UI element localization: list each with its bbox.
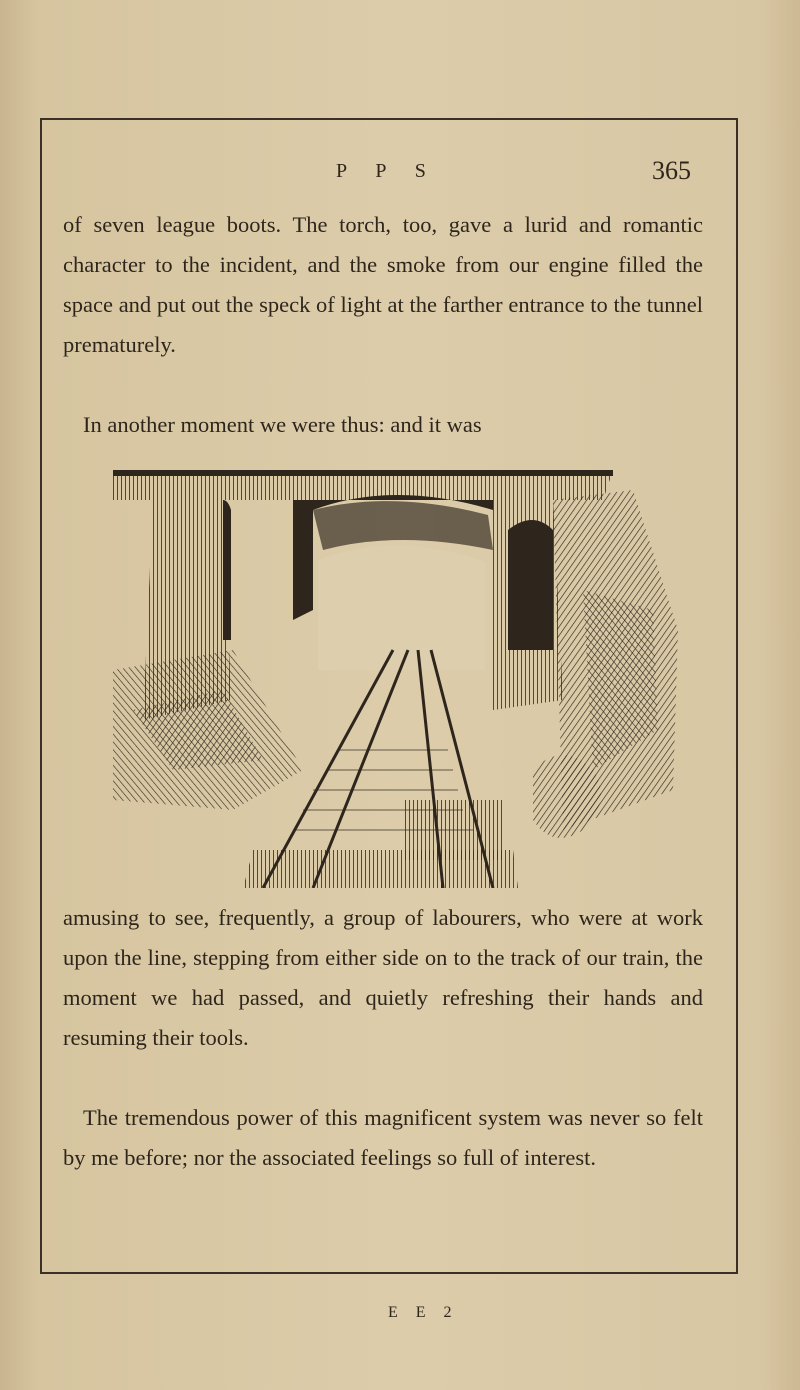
paragraph-1: of seven league boots. The torch, too, gave a lurid and romantic character to the incident, and the smoke from our engine filled the space and put out the speck of light at the farther entrance to the tunnel prematurely.: [63, 212, 703, 357]
paragraph-3: amusing to see, frequently, a group of labourers, who were at work upon the line, stepping from either side on to the track of our train, the moment we had passed, and quietly refreshing their hands and resuming their tools.: [63, 905, 703, 1050]
border-left-rule: [40, 118, 42, 1274]
running-head: P P S: [336, 160, 438, 182]
signature-mark: E E 2: [388, 1304, 459, 1321]
paragraph-2: In another moment we were thus: and it was: [83, 412, 482, 437]
page-number: 365: [652, 156, 691, 185]
border-top-rule: [40, 118, 738, 120]
border-bottom-rule: [40, 1272, 738, 1274]
paragraph-4: The tremendous power of this magnificent system was never so felt by me before; nor the associated feelings so full of interest.: [63, 1105, 703, 1170]
border-right-rule: [736, 118, 738, 1274]
railway-viaduct-engraving: [113, 470, 693, 888]
